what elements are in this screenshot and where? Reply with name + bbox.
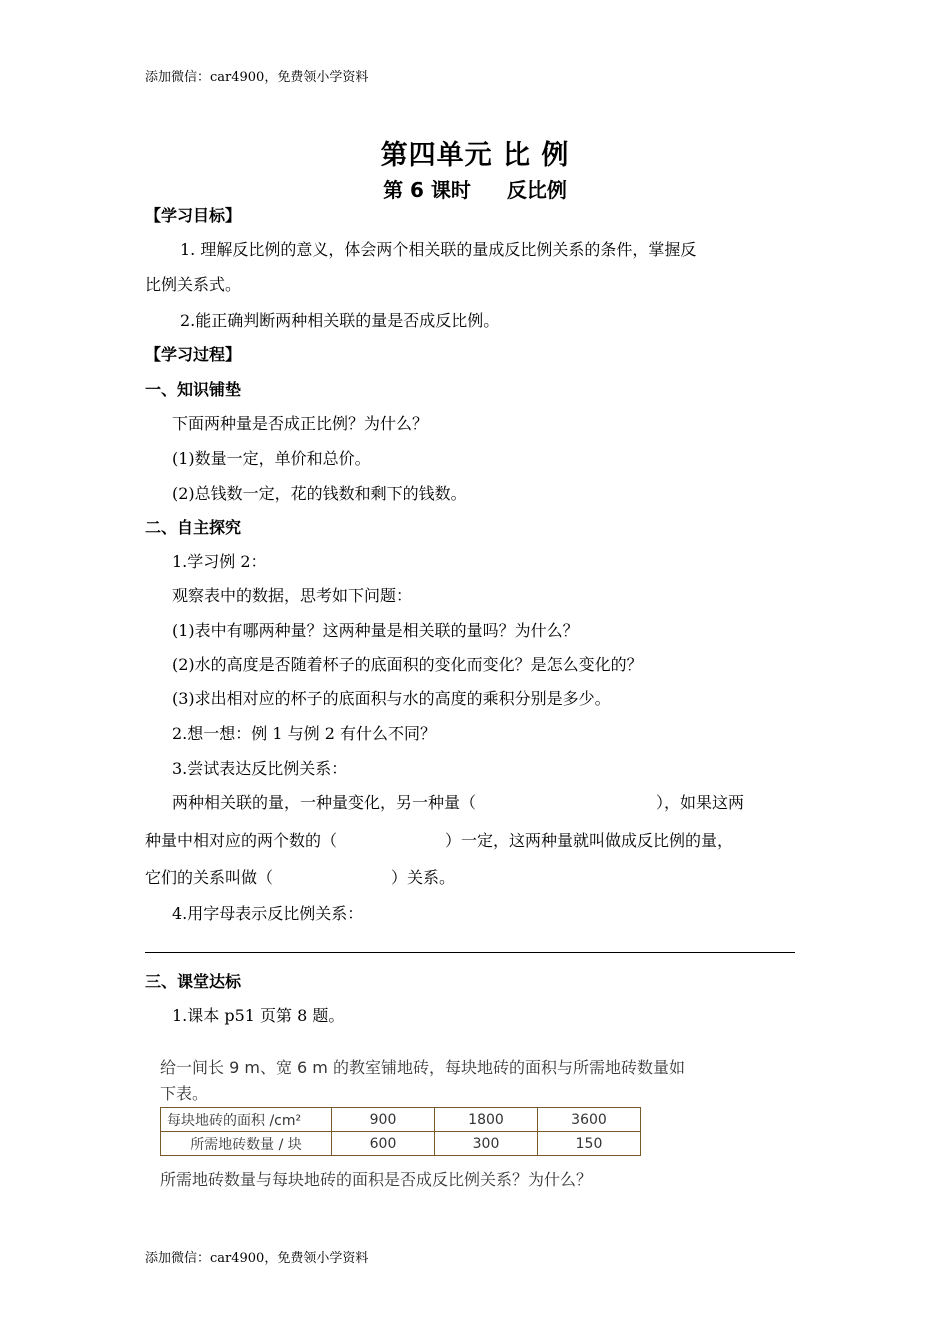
part3-heading: 三、课堂达标 xyxy=(145,972,242,991)
answer-line[interactable] xyxy=(145,952,795,953)
page-footer: 添加微信：car4900，免费领小学资料 xyxy=(145,1251,369,1266)
objective-1-line-1: 1. 理解反比例的意义，体会两个相关联的量成反比例关系的条件，掌握反 xyxy=(180,240,697,259)
definition-line-2 xyxy=(145,828,733,851)
part2-step3: 3.尝试表达反比例关系： xyxy=(172,759,348,778)
table-cell: 300 xyxy=(435,1132,538,1156)
table-cell: 1800 xyxy=(435,1108,538,1132)
part2-step4: 4.用字母表示反比例关系： xyxy=(172,904,364,923)
table-cell: 3600 xyxy=(538,1108,641,1132)
lesson-title xyxy=(0,174,950,203)
part2-step1-q3: (3)求出相对应的杯子的底面积与水的高度的乘积分别是多少。 xyxy=(172,689,611,708)
definition-line-1 xyxy=(172,790,744,813)
page-header: 添加微信：car4900，免费领小学资料 xyxy=(145,70,369,85)
definition-line-2-start: 种量中相对应的两个数的（ xyxy=(145,831,338,850)
definition-line-3-end: ）关系。 xyxy=(391,868,456,887)
part2-step2: 2.想一想：例 1 与例 2 有什么不同？ xyxy=(172,724,436,743)
definition-line-1-start: 两种相关联的量，一种量变化，另一种量（ xyxy=(172,793,477,812)
part1-q2: (2)总钱数一定，花的钱数和剩下的钱数。 xyxy=(172,484,467,503)
exercise-question: 所需地砖数量与每块地砖的面积是否成反比例关系？为什么？ xyxy=(160,1170,593,1189)
lesson-number: 第 6 课时 xyxy=(383,178,471,202)
table-cell: 900 xyxy=(332,1108,435,1132)
unit-title: 第四单元 比 例 xyxy=(380,140,570,171)
part2-step1: 1.学习例 2： xyxy=(172,552,267,571)
table-cell: 150 xyxy=(538,1132,641,1156)
process-heading: 【学习过程】 xyxy=(145,345,242,364)
table-cell: 600 xyxy=(332,1132,435,1156)
table-cell: 每块地砖的面积 /cm² xyxy=(161,1108,332,1132)
table-row xyxy=(161,1108,641,1132)
table-row xyxy=(161,1132,641,1156)
objective-1-line-2: 比例关系式。 xyxy=(145,275,242,294)
objective-2: 2.能正确判断两种相关联的量是否成反比例。 xyxy=(180,311,500,330)
part2-heading: 二、自主探究 xyxy=(145,518,242,537)
part2-step1-intro: 观察表中的数据，思考如下问题： xyxy=(172,586,413,605)
table-cell: 所需地砖数量 / 块 xyxy=(161,1132,332,1156)
part1-q1: (1)数量一定，单价和总价。 xyxy=(172,449,371,468)
part2-step1-q1: (1)表中有哪两种量？这两种量是相关联的量吗？为什么？ xyxy=(172,621,579,640)
objectives-heading: 【学习目标】 xyxy=(145,206,242,225)
definition-line-3 xyxy=(145,865,455,888)
part3-step1: 1.课本 p51 页第 8 题。 xyxy=(172,1006,345,1025)
part1-heading: 一、知识铺垫 xyxy=(145,380,242,399)
exercise-line-1: 给一间长 9 m、宽 6 m 的教室铺地砖，每块地砖的面积与所需地砖数量如 xyxy=(160,1058,685,1077)
definition-line-3-start: 它们的关系叫做（ xyxy=(145,868,274,887)
lesson-name: 反比例 xyxy=(506,178,567,202)
part2-step1-q2: (2)水的高度是否随着杯子的底面积的变化而变化？是怎么变化的？ xyxy=(172,655,643,674)
definition-line-2-end: ）一定，这两种量就叫做成反比例的量， xyxy=(445,831,734,850)
exercise-line-2: 下表。 xyxy=(160,1084,209,1103)
tile-table xyxy=(160,1107,641,1156)
part1-question: 下面两种量是否成正比例？为什么？ xyxy=(172,414,429,433)
definition-line-1-end: ），如果这两 xyxy=(656,793,745,812)
